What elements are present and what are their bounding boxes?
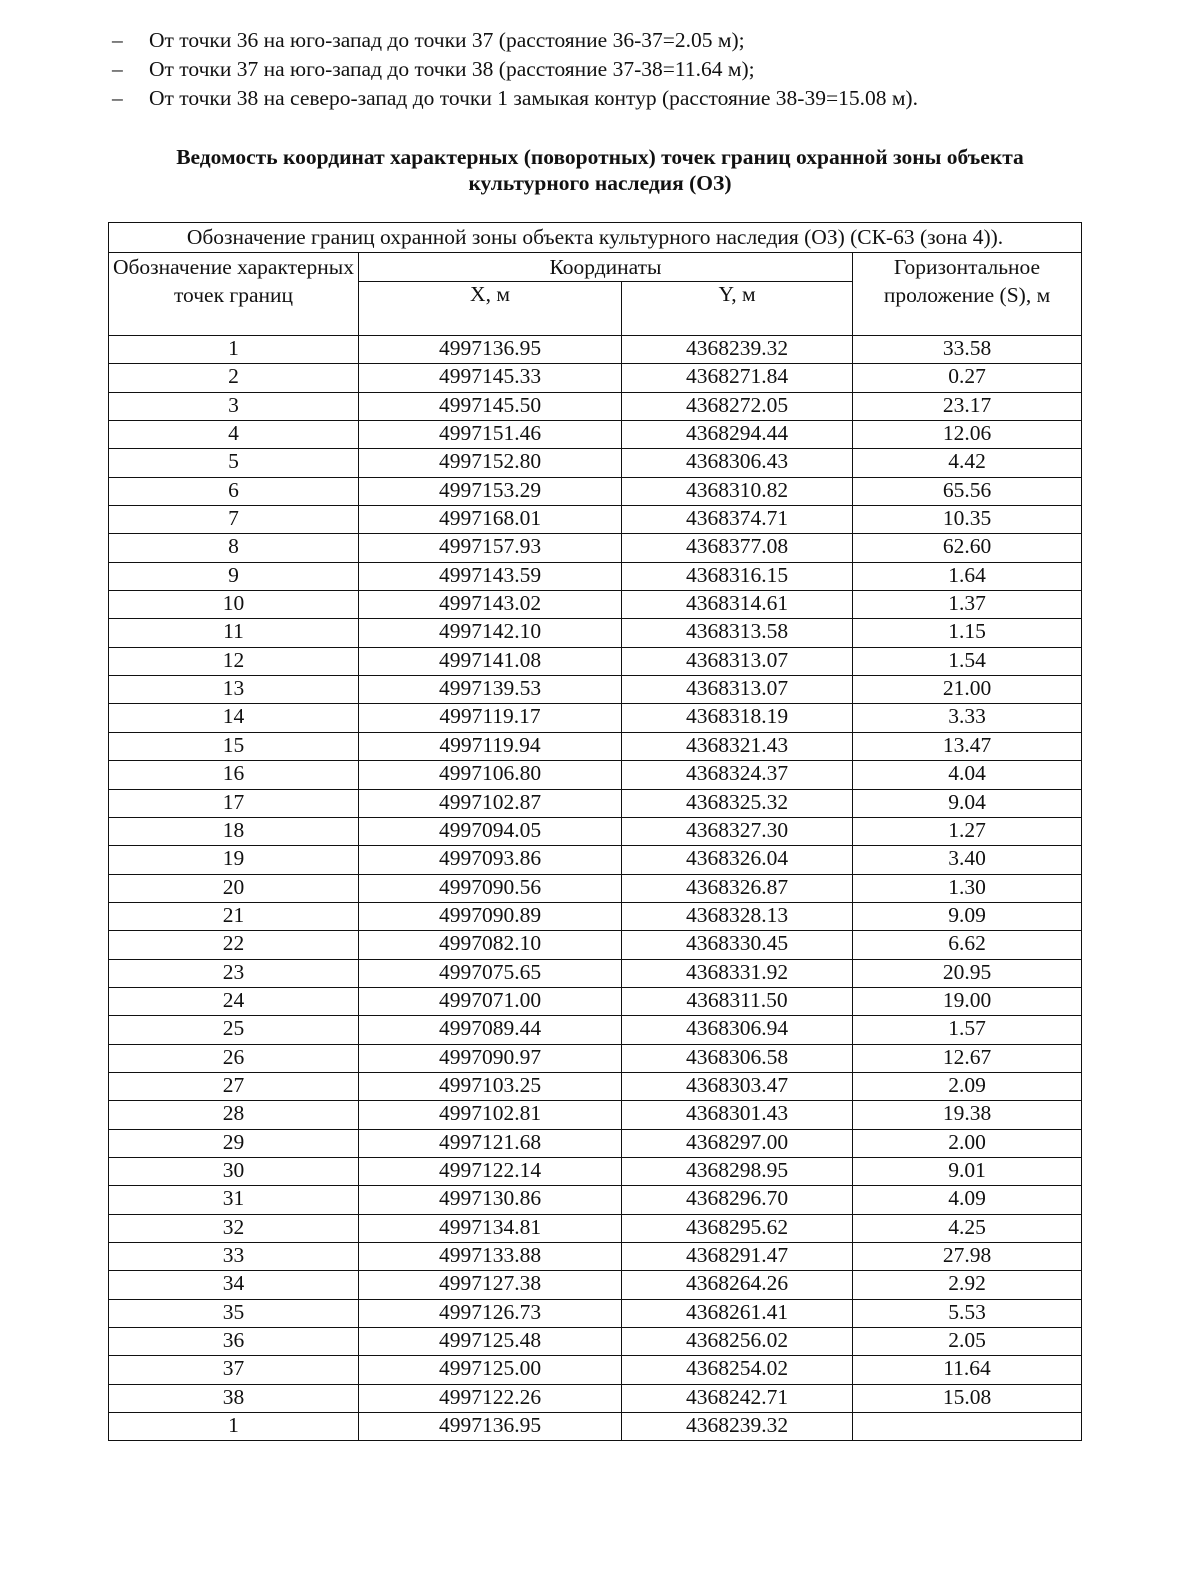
table-row <box>109 874 1082 902</box>
cell-point: 26 <box>109 1044 359 1072</box>
cell-distance: 15.08 <box>853 1384 1082 1412</box>
cell-y: 4368297.00 <box>622 1129 853 1157</box>
cell-y: 4368298.95 <box>622 1157 853 1185</box>
table-row <box>109 846 1082 874</box>
cell-x: 4997122.14 <box>359 1157 622 1185</box>
cell-x: 4997127.38 <box>359 1271 622 1299</box>
cell-x: 4997119.94 <box>359 732 622 760</box>
cell-distance: 19.38 <box>853 1101 1082 1129</box>
table-row <box>109 1271 1082 1299</box>
table-row <box>109 931 1082 959</box>
cell-x: 4997153.29 <box>359 477 622 505</box>
cell-y: 4368331.92 <box>622 959 853 987</box>
table-row <box>109 1214 1082 1242</box>
heading-line: Ведомость координат характерных (поворотных) точек границ охранной зоны объекта <box>176 145 1024 169</box>
table-row <box>109 647 1082 675</box>
cell-point: 6 <box>109 477 359 505</box>
cell-y: 4368256.02 <box>622 1328 853 1356</box>
cell-distance: 1.57 <box>853 1016 1082 1044</box>
cell-point: 19 <box>109 846 359 874</box>
cell-point: 31 <box>109 1186 359 1214</box>
cell-distance: 3.33 <box>853 704 1082 732</box>
cell-point: 33 <box>109 1243 359 1271</box>
table-row <box>109 562 1082 590</box>
table-row <box>109 619 1082 647</box>
cell-point: 36 <box>109 1328 359 1356</box>
cell-point: 25 <box>109 1016 359 1044</box>
table-row <box>109 449 1082 477</box>
cell-point: 16 <box>109 761 359 789</box>
cell-y: 4368310.82 <box>622 477 853 505</box>
cell-x: 4997125.48 <box>359 1328 622 1356</box>
cell-x: 4997071.00 <box>359 987 622 1015</box>
cell-x: 4997136.95 <box>359 336 622 364</box>
cell-y: 4368296.70 <box>622 1186 853 1214</box>
coordinates-table <box>108 222 1082 1441</box>
cell-y: 4368327.30 <box>622 817 853 845</box>
cell-point: 27 <box>109 1072 359 1100</box>
cell-x: 4997142.10 <box>359 619 622 647</box>
cell-y: 4368313.07 <box>622 647 853 675</box>
cell-x: 4997125.00 <box>359 1356 622 1384</box>
cell-y: 4368321.43 <box>622 732 853 760</box>
cell-point: 29 <box>109 1129 359 1157</box>
cell-distance: 62.60 <box>853 534 1082 562</box>
document-heading <box>100 144 1100 196</box>
cell-x: 4997121.68 <box>359 1129 622 1157</box>
cell-distance: 21.00 <box>853 676 1082 704</box>
cell-point: 8 <box>109 534 359 562</box>
cell-x: 4997143.59 <box>359 562 622 590</box>
cell-y: 4368330.45 <box>622 931 853 959</box>
cell-x: 4997136.95 <box>359 1413 622 1441</box>
table-row <box>109 1356 1082 1384</box>
cell-distance: 27.98 <box>853 1243 1082 1271</box>
cell-y: 4368325.32 <box>622 789 853 817</box>
table-row <box>109 902 1082 930</box>
cell-distance: 1.37 <box>853 591 1082 619</box>
cell-y: 4368328.13 <box>622 902 853 930</box>
cell-x: 4997119.17 <box>359 704 622 732</box>
cell-point: 7 <box>109 506 359 534</box>
cell-x: 4997090.89 <box>359 902 622 930</box>
cell-distance <box>853 1413 1082 1441</box>
cell-y: 4368313.58 <box>622 619 853 647</box>
cell-distance: 9.01 <box>853 1157 1082 1185</box>
cell-y: 4368306.94 <box>622 1016 853 1044</box>
table-row <box>109 1243 1082 1271</box>
cell-y: 4368326.04 <box>622 846 853 874</box>
table-row <box>109 789 1082 817</box>
header-coordinates: Координаты <box>359 253 853 282</box>
table-row <box>109 1016 1082 1044</box>
cell-x: 4997126.73 <box>359 1299 622 1327</box>
cell-x: 4997133.88 <box>359 1243 622 1271</box>
cell-point: 24 <box>109 987 359 1015</box>
cell-distance: 65.56 <box>853 477 1082 505</box>
cell-point: 30 <box>109 1157 359 1185</box>
cell-x: 4997090.97 <box>359 1044 622 1072</box>
cell-distance: 0.27 <box>853 364 1082 392</box>
cell-y: 4368306.43 <box>622 449 853 477</box>
cell-point: 10 <box>109 591 359 619</box>
header-x: X, м <box>359 282 622 336</box>
table-row <box>109 1044 1082 1072</box>
cell-y: 4368271.84 <box>622 364 853 392</box>
table-row <box>109 959 1082 987</box>
cell-x: 4997093.86 <box>359 846 622 874</box>
table-row <box>109 1129 1082 1157</box>
cell-point: 21 <box>109 902 359 930</box>
cell-y: 4368318.19 <box>622 704 853 732</box>
cell-distance: 4.25 <box>853 1214 1082 1242</box>
cell-point: 32 <box>109 1214 359 1242</box>
cell-y: 4368294.44 <box>622 421 853 449</box>
cell-distance: 9.04 <box>853 789 1082 817</box>
cell-point: 37 <box>109 1356 359 1384</box>
table-row <box>109 1328 1082 1356</box>
cell-x: 4997122.26 <box>359 1384 622 1412</box>
table-row <box>109 761 1082 789</box>
cell-distance: 3.40 <box>853 846 1082 874</box>
cell-y: 4368264.26 <box>622 1271 853 1299</box>
cell-x: 4997082.10 <box>359 931 622 959</box>
list-marker: – <box>112 28 123 52</box>
table-row <box>109 1157 1082 1185</box>
table-row <box>109 336 1082 364</box>
table-row <box>109 591 1082 619</box>
cell-point: 35 <box>109 1299 359 1327</box>
table-row <box>109 392 1082 420</box>
cell-distance: 4.09 <box>853 1186 1082 1214</box>
cell-y: 4368239.32 <box>622 1413 853 1441</box>
cell-y: 4368303.47 <box>622 1072 853 1100</box>
table-row <box>109 364 1082 392</box>
header-distance: Горизонтальное проложение (S), м <box>853 253 1082 336</box>
cell-point: 28 <box>109 1101 359 1129</box>
cell-x: 4997134.81 <box>359 1214 622 1242</box>
cell-distance: 1.54 <box>853 647 1082 675</box>
table-row <box>109 1413 1082 1441</box>
cell-distance: 6.62 <box>853 931 1082 959</box>
cell-point: 23 <box>109 959 359 987</box>
cell-distance: 10.35 <box>853 506 1082 534</box>
cell-point: 3 <box>109 392 359 420</box>
cell-point: 12 <box>109 647 359 675</box>
cell-y: 4368242.71 <box>622 1384 853 1412</box>
cell-y: 4368261.41 <box>622 1299 853 1327</box>
cell-point: 1 <box>109 1413 359 1441</box>
table-caption-row <box>109 223 1082 253</box>
cell-distance: 1.15 <box>853 619 1082 647</box>
cell-distance: 12.67 <box>853 1044 1082 1072</box>
list-marker: – <box>112 57 123 81</box>
cell-x: 4997106.80 <box>359 761 622 789</box>
cell-point: 38 <box>109 1384 359 1412</box>
cell-y: 4368374.71 <box>622 506 853 534</box>
cell-point: 14 <box>109 704 359 732</box>
table-row <box>109 1101 1082 1129</box>
cell-distance: 13.47 <box>853 732 1082 760</box>
list-item-text: От точки 38 на северо-запад до точки 1 замыкая контур (расстояние 38-39=15.08 м). <box>149 86 918 110</box>
cell-distance: 2.00 <box>853 1129 1082 1157</box>
cell-point: 22 <box>109 931 359 959</box>
cell-x: 4997145.33 <box>359 364 622 392</box>
cell-point: 13 <box>109 676 359 704</box>
cell-distance: 20.95 <box>853 959 1082 987</box>
table-row <box>109 477 1082 505</box>
cell-distance: 11.64 <box>853 1356 1082 1384</box>
cell-point: 34 <box>109 1271 359 1299</box>
cell-y: 4368301.43 <box>622 1101 853 1129</box>
cell-point: 9 <box>109 562 359 590</box>
cell-x: 4997143.02 <box>359 591 622 619</box>
cell-y: 4368254.02 <box>622 1356 853 1384</box>
list-item <box>112 84 1112 113</box>
cell-x: 4997157.93 <box>359 534 622 562</box>
cell-point: 11 <box>109 619 359 647</box>
table-row <box>109 421 1082 449</box>
table-row <box>109 987 1082 1015</box>
table-row <box>109 1384 1082 1412</box>
cell-x: 4997168.01 <box>359 506 622 534</box>
table-caption: Обозначение границ охранной зоны объекта культурного наследия (ОЗ) (СК-63 (зона 4)). <box>109 223 1082 253</box>
cell-point: 20 <box>109 874 359 902</box>
cell-y: 4368311.50 <box>622 987 853 1015</box>
cell-distance: 23.17 <box>853 392 1082 420</box>
table-row <box>109 534 1082 562</box>
cell-x: 4997151.46 <box>359 421 622 449</box>
cell-x: 4997145.50 <box>359 392 622 420</box>
cell-y: 4368314.61 <box>622 591 853 619</box>
header-point: Обозначение характерных точек границ <box>109 253 359 336</box>
heading-line: культурного наследия (ОЗ) <box>468 171 732 195</box>
table-row <box>109 1299 1082 1327</box>
cell-y: 4368324.37 <box>622 761 853 789</box>
cell-x: 4997141.08 <box>359 647 622 675</box>
cell-y: 4368306.58 <box>622 1044 853 1072</box>
cell-distance: 2.05 <box>853 1328 1082 1356</box>
table-row <box>109 704 1082 732</box>
cell-point: 2 <box>109 364 359 392</box>
list-item-text: От точки 36 на юго-запад до точки 37 (расстояние 36-37=2.05 м); <box>149 28 745 52</box>
cell-x: 4997094.05 <box>359 817 622 845</box>
cell-y: 4368239.32 <box>622 336 853 364</box>
cell-point: 15 <box>109 732 359 760</box>
cell-y: 4368313.07 <box>622 676 853 704</box>
cell-point: 17 <box>109 789 359 817</box>
cell-y: 4368295.62 <box>622 1214 853 1242</box>
header-y: Y, м <box>622 282 853 336</box>
cell-distance: 1.64 <box>853 562 1082 590</box>
boundary-description-list <box>112 26 1112 113</box>
list-item-text: От точки 37 на юго-запад до точки 38 (расстояние 37-38=11.64 м); <box>149 57 755 81</box>
cell-x: 4997075.65 <box>359 959 622 987</box>
cell-y: 4368291.47 <box>622 1243 853 1271</box>
table-row <box>109 506 1082 534</box>
cell-x: 4997102.87 <box>359 789 622 817</box>
cell-distance: 9.09 <box>853 902 1082 930</box>
cell-y: 4368272.05 <box>622 392 853 420</box>
table-row <box>109 1186 1082 1214</box>
list-item <box>112 55 1112 84</box>
cell-point: 18 <box>109 817 359 845</box>
table-row <box>109 676 1082 704</box>
cell-distance: 19.00 <box>853 987 1082 1015</box>
cell-x: 4997090.56 <box>359 874 622 902</box>
table-header-row <box>109 253 1082 282</box>
table-row <box>109 1072 1082 1100</box>
cell-x: 4997103.25 <box>359 1072 622 1100</box>
table-row <box>109 817 1082 845</box>
cell-distance: 33.58 <box>853 336 1082 364</box>
cell-distance: 2.09 <box>853 1072 1082 1100</box>
cell-distance: 12.06 <box>853 421 1082 449</box>
cell-point: 5 <box>109 449 359 477</box>
cell-point: 1 <box>109 336 359 364</box>
cell-distance: 2.92 <box>853 1271 1082 1299</box>
cell-x: 4997139.53 <box>359 676 622 704</box>
cell-distance: 4.04 <box>853 761 1082 789</box>
table-row <box>109 732 1082 760</box>
table-body <box>109 336 1082 1441</box>
cell-x: 4997089.44 <box>359 1016 622 1044</box>
cell-x: 4997130.86 <box>359 1186 622 1214</box>
cell-y: 4368326.87 <box>622 874 853 902</box>
list-item <box>112 26 1112 55</box>
cell-y: 4368377.08 <box>622 534 853 562</box>
cell-distance: 1.30 <box>853 874 1082 902</box>
cell-x: 4997152.80 <box>359 449 622 477</box>
cell-distance: 1.27 <box>853 817 1082 845</box>
cell-x: 4997102.81 <box>359 1101 622 1129</box>
cell-y: 4368316.15 <box>622 562 853 590</box>
cell-distance: 5.53 <box>853 1299 1082 1327</box>
cell-distance: 4.42 <box>853 449 1082 477</box>
list-marker: – <box>112 86 123 110</box>
cell-point: 4 <box>109 421 359 449</box>
